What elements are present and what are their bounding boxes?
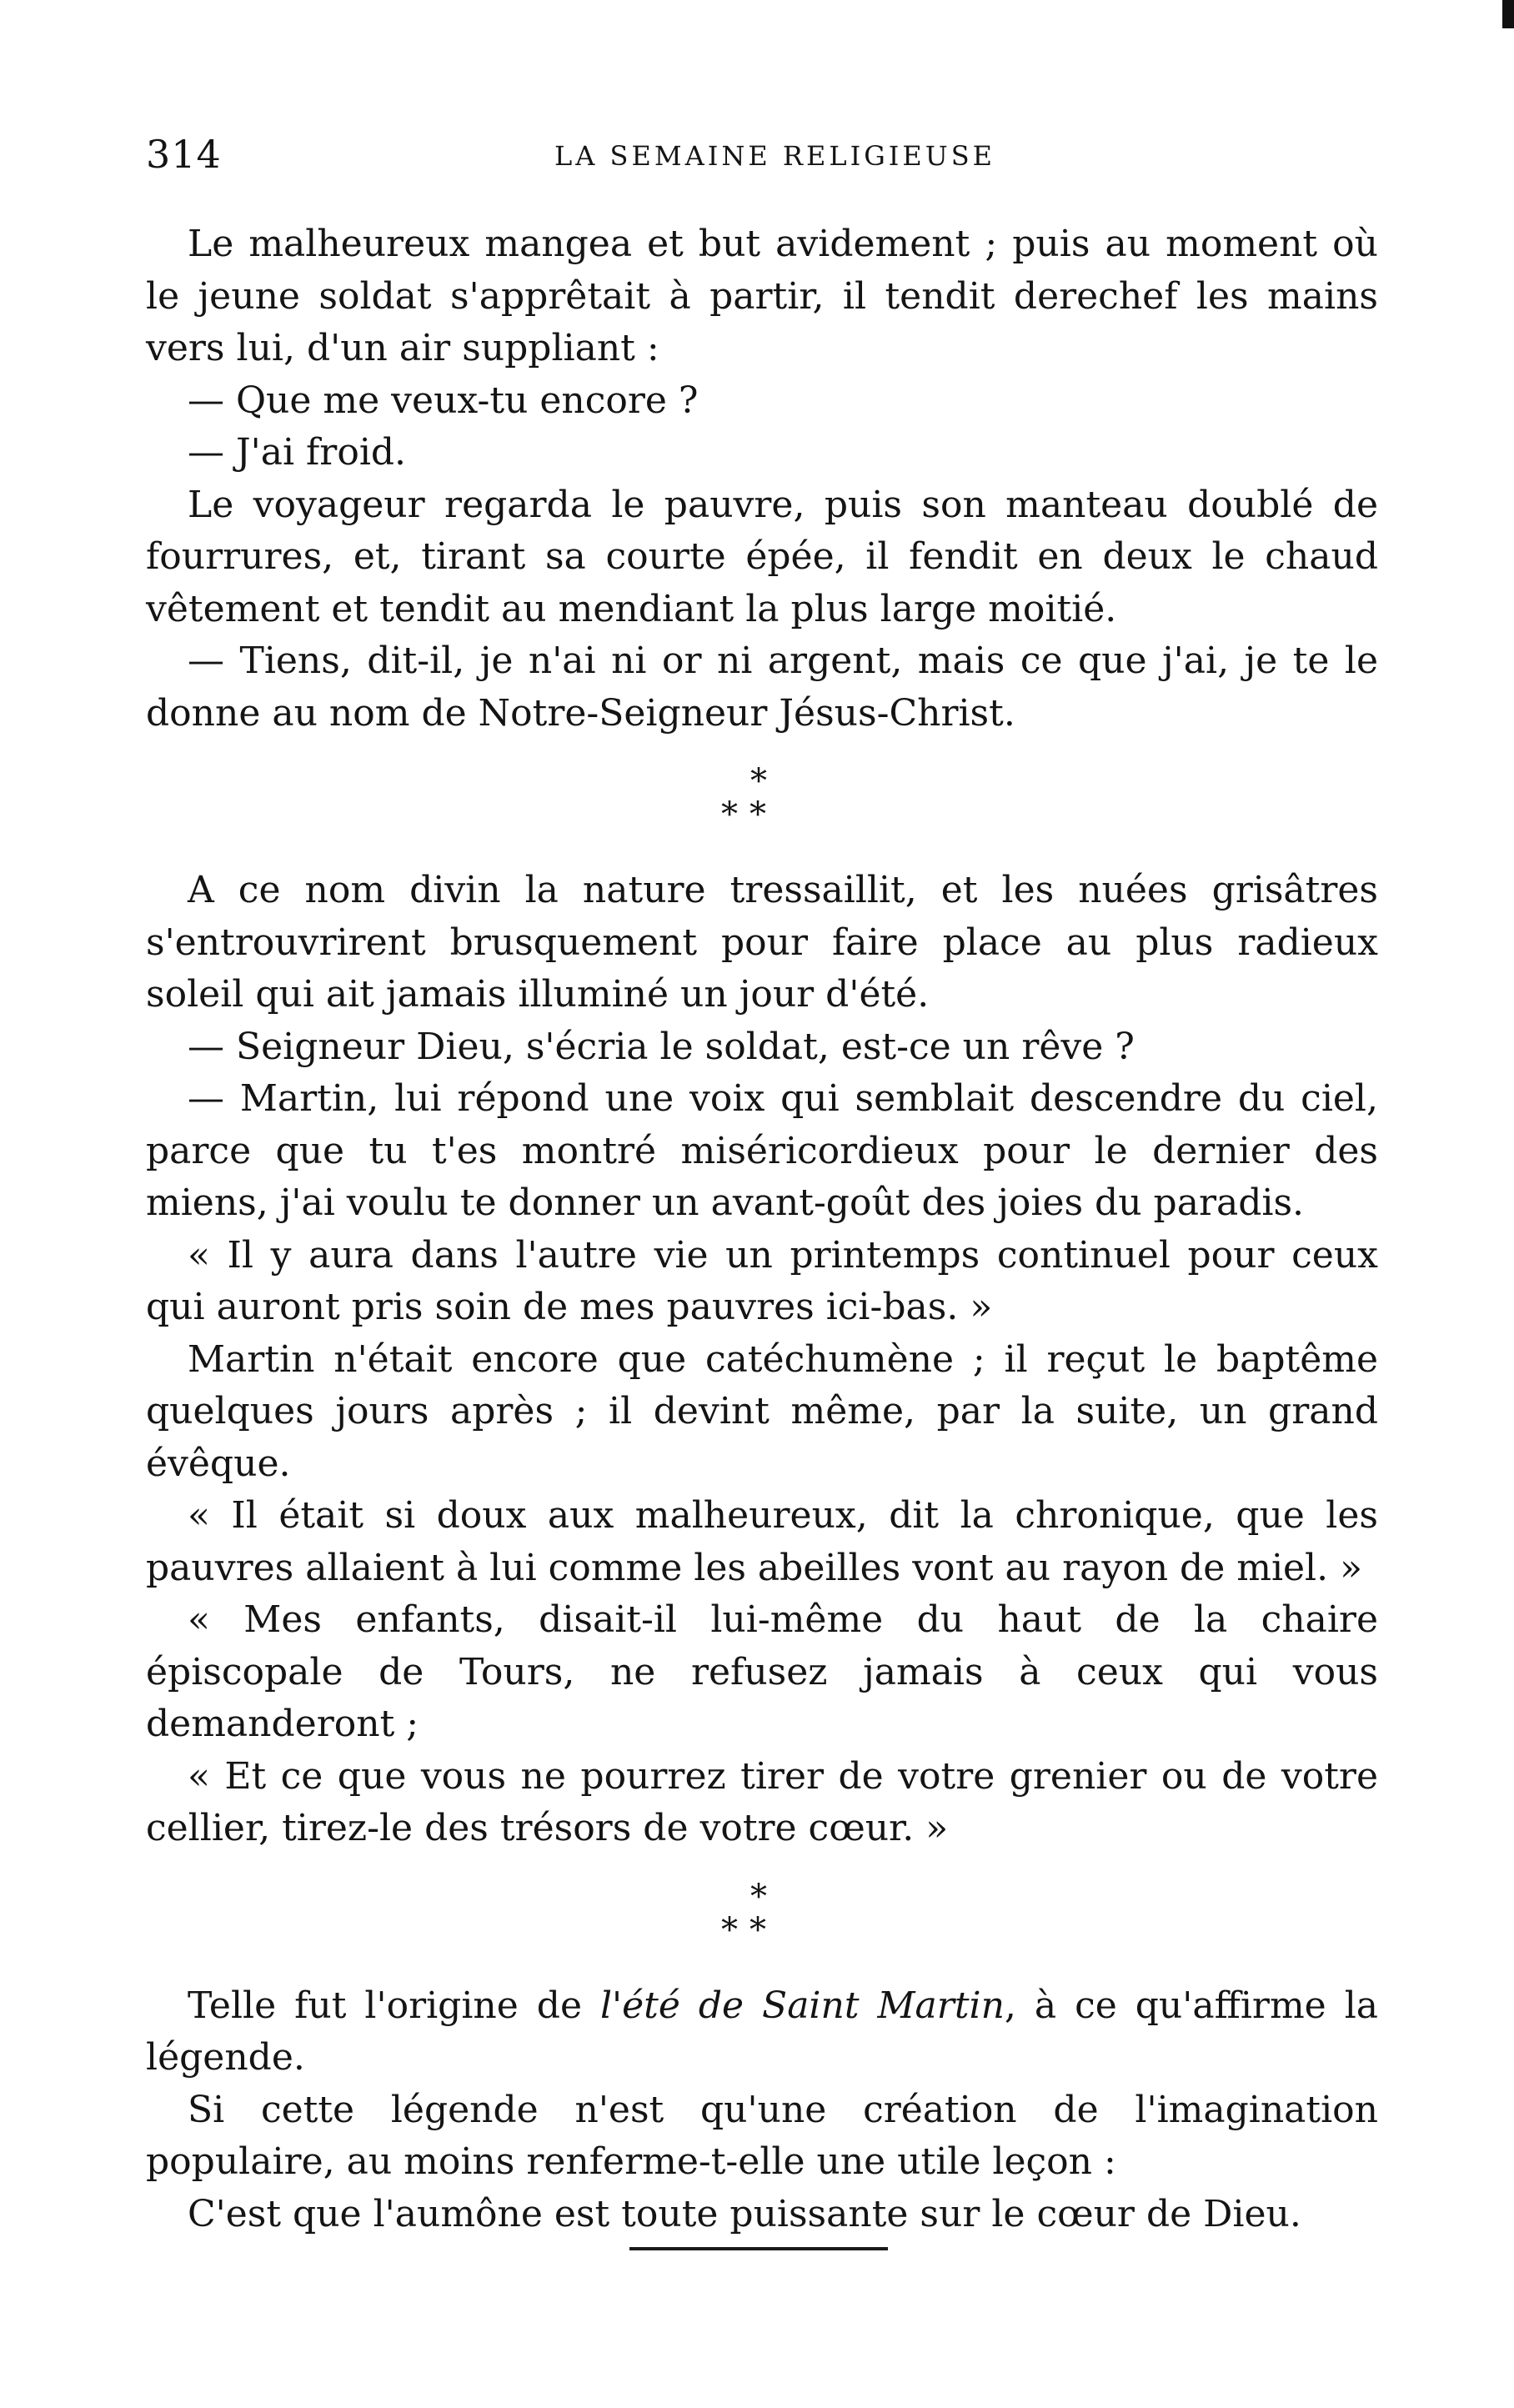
paragraph: « Il était si doux aux malheureux, dit la chronique, que les pauvres allaient à lui comme les abeilles vont au rayon de miel. »: [146, 1494, 1378, 1589]
asterism-bottom: **: [721, 795, 778, 834]
asterism: [721, 1877, 778, 1949]
paragraph: « Mes enfants, disait-il lui-même du haut de la chaire épiscopale de Tours, ne refusez jamais à ceux qui vous demanderont ;: [146, 1598, 1378, 1745]
running-title: LA SEMAINE RELIGIEUSE: [554, 140, 996, 172]
paragraph: [146, 1980, 1378, 2084]
scan-edge-mark: [1502, 0, 1514, 28]
asterism: [721, 762, 778, 834]
page-header: [146, 132, 1388, 182]
paragraph: — J'ai froid.: [188, 431, 407, 474]
text-run: , à ce qu'affirme la légende.: [146, 1984, 1379, 2079]
asterism-bottom: **: [721, 1910, 778, 1949]
paragraph: — Tiens, dit-il, je n'ai ni or ni argent, mais ce que j'ai, je te le donne au nom de Notre-Seigneur Jésus-Christ.: [146, 640, 1378, 735]
closing-rule: [629, 2247, 888, 2250]
paragraph: « Il y aura dans l'autre vie un printemps continuel pour ceux qui auront pris soin de mes pauvres ici-bas. »: [146, 1233, 1378, 1328]
paragraph: C'est que l'aumône est toute puissante sur le cœur de Dieu.: [188, 2192, 1301, 2235]
paragraph: Si cette légende n'est qu'une création de l'imagination populaire, au moins renferme-t-elle une utile leçon :: [146, 2088, 1378, 2183]
text-run: Telle fut l'origine de: [188, 1984, 600, 2027]
paragraph: — Seigneur Dieu, s'écria le soldat, est-ce un rêve ?: [188, 1025, 1135, 1068]
section-separator: [146, 740, 1378, 865]
asterism-top: *: [750, 762, 767, 800]
body-text: [146, 218, 1378, 2240]
italic-title: l'été de Saint Martin: [599, 1984, 1005, 2027]
paragraph: « Et ce que vous ne pourrez tirer de votre grenier ou de votre cellier, tirez-le des trésors de votre cœur. »: [146, 1754, 1378, 1849]
page-number: 314: [146, 132, 222, 177]
paragraph: — Martin, lui répond une voix qui semblait descendre du ciel, parce que tu t'es montré miséricordieux pour le dernier des miens, j'ai voulu te donner un avant-goût des joies du paradis.: [146, 1077, 1378, 1224]
paragraph: A ce nom divin la nature tressaillit, et les nuées grisâtres s'entrouvrirent brusquement pour faire place au plus radieux soleil qui ait jamais illuminé un jour d'été.: [146, 869, 1378, 1016]
paragraph: Le malheureux mangea et but avidement ; puis au moment où le jeune soldat s'apprêtait à partir, il tendit derechef les mains vers lui, d'un air suppliant :: [146, 223, 1378, 369]
section-separator: [146, 1855, 1378, 1980]
paragraph: Martin n'était encore que catéchumène ; il reçut le baptême quelques jours après ; il devint même, par la suite, un grand évêque.: [146, 1337, 1378, 1485]
asterism-top: *: [750, 1877, 767, 1916]
paragraph: Le voyageur regarda le pauvre, puis son manteau doublé de fourrures, et, tirant sa courte épée, il fendit en deux le chaud vêtement et tendit au mendiant la plus large moitié.: [146, 483, 1378, 630]
paragraph: — Que me veux-tu encore ?: [188, 379, 699, 422]
